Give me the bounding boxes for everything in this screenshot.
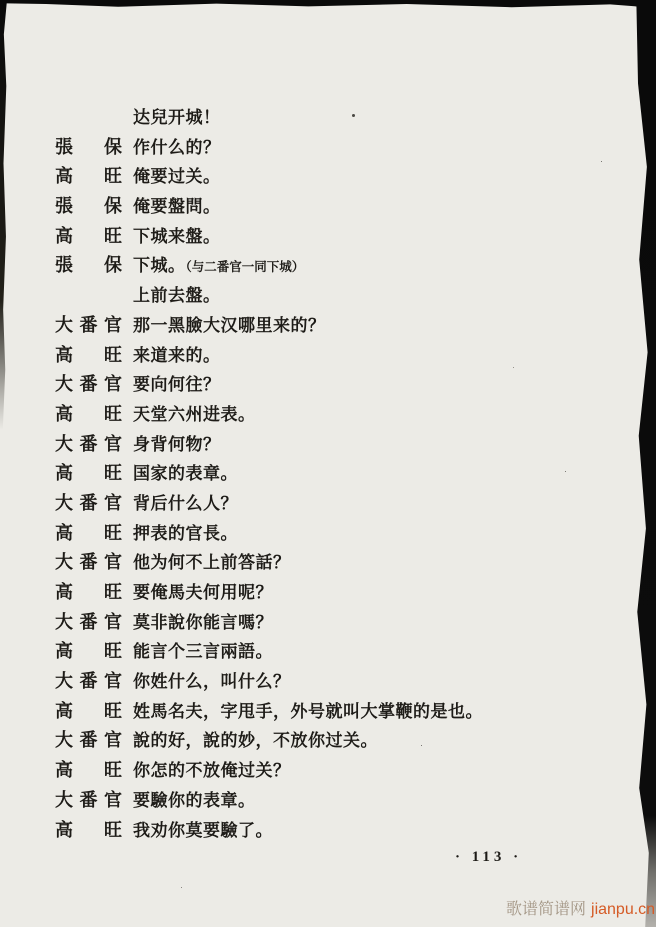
script-line (55, 281, 630, 311)
scan-edge-right (632, 0, 656, 927)
speaker-name: 大番官 (55, 611, 122, 632)
script-line (55, 697, 630, 727)
dialogue-main-text: 下城。 (133, 256, 186, 276)
script-line (55, 637, 630, 667)
dialogue-text (133, 548, 291, 580)
dialogue-text (133, 133, 221, 165)
page-number: · 113 · (455, 849, 523, 865)
dialogue-text (133, 281, 221, 313)
script-line (55, 251, 630, 281)
scan-edge-top (0, 0, 656, 8)
dialogue-main-text: 作什么的？ (133, 137, 221, 157)
speaker-name: 大番官 (55, 314, 122, 335)
dialogue-main-text: 能言个三言兩語。 (133, 642, 273, 662)
speaker-name: 大番官 (55, 730, 122, 751)
dialogue-main-text: 要俺馬夫何用呢？ (133, 583, 273, 602)
script-line (55, 726, 630, 756)
dialogue-text (133, 103, 221, 135)
dialogue-text (133, 697, 483, 729)
script-line (55, 608, 630, 638)
dialogue-main-text: 他为何不上前答話？ (133, 553, 291, 573)
dialogue-text (133, 637, 273, 669)
script-line (55, 192, 630, 222)
script-line (55, 816, 630, 846)
dialogue-text (133, 726, 378, 758)
watermark-site-name: 歌谱简谱网 (506, 901, 587, 918)
dialogue-main-text: 俺要盤問。 (133, 197, 221, 217)
dialogue-text (133, 578, 273, 610)
script-line (55, 311, 630, 341)
dialogue-text (133, 370, 221, 402)
script-line (55, 786, 630, 816)
watermark-site-url[interactable]: jianpu.cn (591, 901, 656, 918)
speaker-name: 高旺 (55, 225, 122, 246)
dialogue-text (133, 430, 221, 462)
script-line (55, 519, 630, 549)
dialogue-main-text: 那一黑臉大汉哪里来的？ (133, 315, 326, 335)
speaker-name: 高旺 (55, 463, 122, 484)
dialogue-main-text: 要驗你的表章。 (133, 790, 256, 810)
script-line (55, 103, 630, 133)
dialogue-text (133, 222, 221, 254)
script-line (55, 489, 630, 519)
script-line (55, 548, 630, 578)
script-line (55, 400, 630, 430)
speaker-name: 大番官 (55, 552, 122, 573)
speaker-name: 張保 (55, 136, 122, 157)
dialogue-main-text: 身背何物？ (133, 434, 221, 454)
script-line (55, 341, 630, 371)
script-line (55, 222, 630, 252)
dialogue-main-text: 达兒开城！ (133, 108, 221, 127)
speaker-name: 張保 (55, 196, 122, 217)
speaker-name: 高旺 (55, 344, 122, 365)
speaker-name: 高旺 (55, 641, 122, 662)
script-line (55, 459, 630, 489)
dialogue-main-text: 俺要过关。 (133, 167, 221, 187)
dialogue-main-text: 莫非說你能言嗎？ (133, 612, 273, 632)
speaker-name: 大番官 (55, 671, 122, 692)
speaker-name: 大番官 (55, 374, 122, 395)
dialogue-text (133, 459, 238, 491)
dialogue-text (133, 608, 273, 640)
dialogue-main-text: 背后什么人？ (133, 493, 238, 513)
dialogue-text (133, 786, 256, 818)
speaker-name: 高旺 (55, 166, 122, 187)
dialogue-main-text: 我劝你莫要驗了。 (133, 820, 273, 840)
dialogue-text (133, 341, 221, 373)
dialogue-main-text: 你怎的不放俺过关？ (133, 761, 291, 781)
dialogue-main-text: 押表的官長。 (133, 523, 238, 543)
speaker-name: 高旺 (55, 582, 122, 602)
dialogue-text (133, 489, 238, 521)
dialogue-main-text: 姓馬名夫，字甩手，外号就叫大掌鞭的是也。 (133, 701, 483, 721)
dialogue-text (133, 756, 291, 788)
dialogue-text (133, 667, 291, 699)
speaker-name: 高旺 (55, 522, 122, 543)
stage-direction-note: （与二番官一同下城） (185, 260, 305, 275)
speaker-name: 大番官 (55, 433, 122, 454)
speaker-name: 大番官 (55, 492, 122, 513)
dialogue-main-text: 国家的表章。 (133, 464, 238, 484)
speaker-name: 大番官 (55, 789, 122, 810)
speaker-name: 高旺 (55, 760, 122, 781)
watermark (506, 896, 655, 919)
script-line (55, 162, 630, 192)
speaker-name: 高旺 (55, 700, 122, 721)
script-dialogue-block (55, 103, 630, 845)
dialogue-main-text: 要向何往？ (133, 375, 221, 395)
dialogue-main-text: 說的好，說的妙，不放你过关。 (133, 731, 378, 751)
dialogue-main-text: 下城来盤。 (133, 226, 221, 246)
dialogue-text (133, 192, 221, 224)
script-line (55, 578, 630, 608)
dialogue-text (133, 816, 273, 848)
speaker-name: 張保 (55, 255, 122, 276)
dialogue-main-text: 天堂六州进表。 (133, 404, 256, 424)
dialogue-text (133, 519, 238, 551)
scan-edge-left (0, 0, 7, 430)
script-line (55, 370, 630, 400)
dialogue-main-text: 你姓什么，叫什么？ (133, 672, 291, 692)
dialogue-main-text: 上前去盤。 (133, 286, 221, 306)
script-line (55, 756, 630, 786)
dialogue-text (133, 400, 256, 432)
dialogue-text (133, 162, 221, 194)
dialogue-main-text: 来道来的。 (133, 345, 221, 365)
script-line (55, 430, 630, 460)
dialogue-text (133, 251, 304, 283)
speaker-name: 高旺 (55, 819, 122, 840)
script-line (55, 133, 630, 163)
dialogue-text (133, 311, 326, 343)
speaker-name: 高旺 (55, 403, 122, 424)
script-line (55, 667, 630, 697)
